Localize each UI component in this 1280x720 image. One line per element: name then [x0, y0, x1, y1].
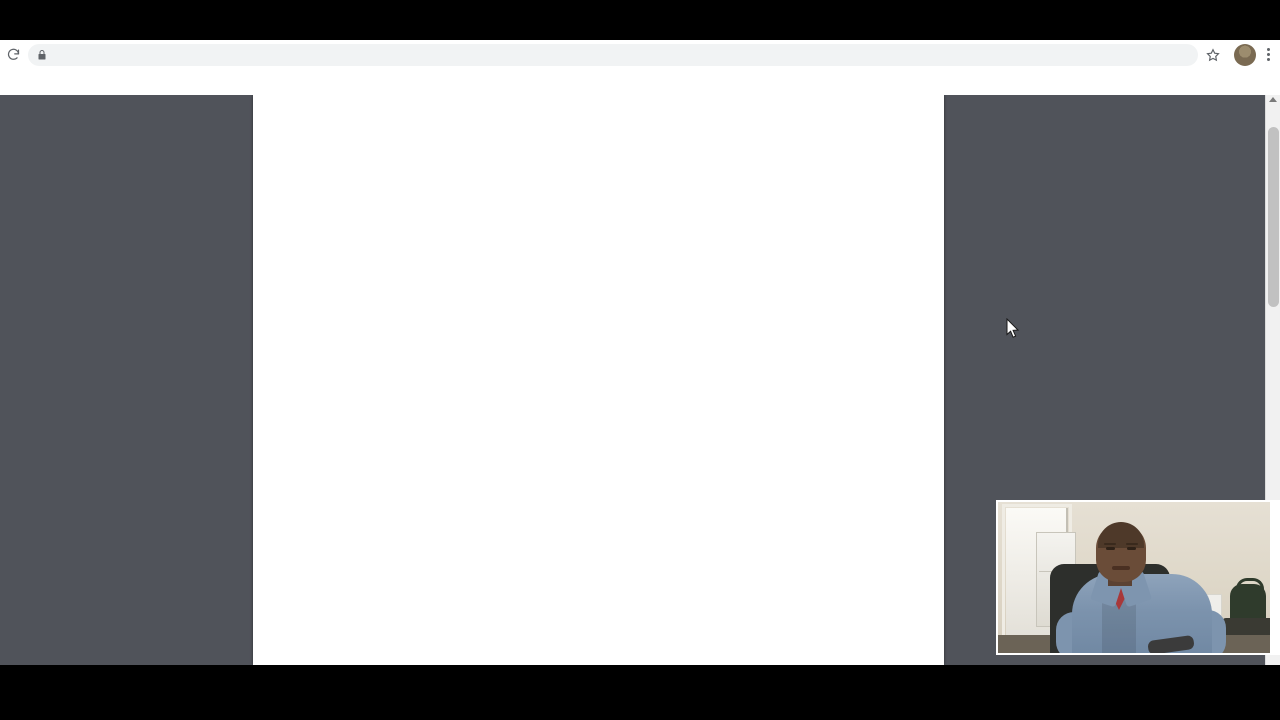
browser-chrome [0, 40, 1280, 95]
address-bar[interactable] [28, 44, 1198, 66]
letterbox-bottom [0, 665, 1280, 720]
right-eye [1127, 547, 1136, 550]
left-eye [1106, 547, 1115, 550]
mouse-cursor [1006, 318, 1020, 344]
profile-avatar-icon[interactable] [1234, 44, 1256, 66]
webcam-right-border [1270, 502, 1278, 653]
left-eyebrow [1104, 543, 1116, 545]
reload-icon[interactable] [0, 42, 26, 68]
scrollbar-thumb[interactable] [1268, 127, 1279, 307]
bookmarks-bar [0, 69, 1280, 95]
webcam-overlay [996, 500, 1280, 655]
star-icon[interactable] [1206, 48, 1220, 62]
lock-icon [36, 49, 48, 61]
right-eyebrow [1126, 543, 1138, 545]
pdf-page [253, 95, 944, 665]
letterbox-top [0, 0, 1280, 40]
three-dot-menu-icon[interactable] [1259, 48, 1277, 61]
scroll-up-arrow-icon[interactable] [1269, 97, 1277, 102]
mouth [1112, 566, 1130, 570]
webcam-video-frame [998, 502, 1278, 653]
browser-toolbar [0, 40, 1280, 69]
